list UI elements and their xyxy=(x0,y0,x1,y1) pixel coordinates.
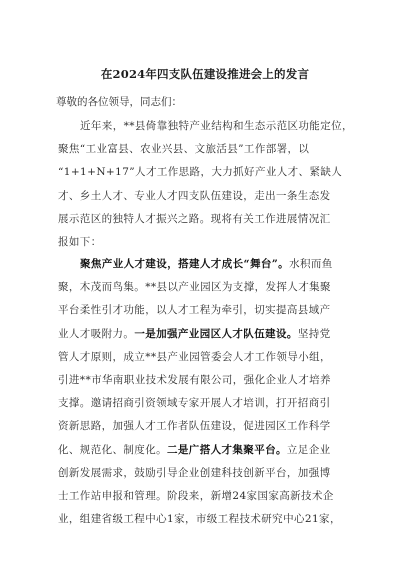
text-line: 支撑。邀请招商引资领域专家开展人才培训，打开招商引 xyxy=(58,397,331,410)
text-line: 引进**市华南职业技术发展有限公司，强化企业人才培养 xyxy=(58,373,331,386)
text-line: 创新发展需求，鼓励引导企业创建科技创新平台，加强博 xyxy=(58,466,331,479)
text-line: “1+1+N+17”人才工作思路，大力抓好产业人才、紧缺人 xyxy=(58,166,343,179)
text-line xyxy=(58,323,356,346)
paragraph-intro xyxy=(58,115,356,254)
text-line xyxy=(58,253,356,276)
text-fragment: 水积而鱼 xyxy=(289,258,333,270)
text-line: 近年来，**县倚靠独特产业结构和生态示范区功能定位， xyxy=(80,120,353,132)
salutation: 尊敬的各位领导，同志们： xyxy=(56,96,182,108)
text-fragment: 立足企业 xyxy=(286,443,331,456)
text-line: 管人才原则，成立**县产业园管委会人才工作领导小组， xyxy=(58,350,331,363)
text-line: 展示范区的独特人才振兴之路。现将有关工作进展情况汇 xyxy=(58,212,331,225)
text-fragment: 坚持党 xyxy=(297,327,331,340)
subheading-one: 一是加强产业园区人才队伍建设。 xyxy=(134,327,298,340)
text-line: 报如下： xyxy=(58,235,102,248)
text-line: 才、乡土人才、专业人才四支队伍建设，走出一条生态发 xyxy=(58,189,331,202)
text-line: 资新思路，加强人才工作者队伍建设，促进园区工作科学 xyxy=(58,420,331,433)
text-line: 士工作站申报和管理。阶段来，新增24家国家高新技术企 xyxy=(58,489,334,502)
text-line xyxy=(58,439,356,462)
section-heading: 聚焦产业人才建设，搭建人才成长“舞台”。 xyxy=(80,258,290,270)
subheading-two: 二是广搭人才集聚平台。 xyxy=(167,443,287,456)
text-line: 聚，木茂而鸟集。**县以产业园区为支撑，发挥人才集聚 xyxy=(58,281,331,294)
page-title: 在2024年四支队伍建设推进会上的发言 xyxy=(100,67,310,81)
text-line: 平台柔性引才功能，以人才工程为牵引，切实提高县域产 xyxy=(58,304,331,317)
text-fragment: 业人才吸附力。 xyxy=(58,327,135,340)
text-line: 聚焦“工业富县、农业兴县、文旅活县”工作部署，以 xyxy=(58,143,310,156)
text-fragment: 化、规范化、制度化。 xyxy=(58,443,167,456)
text-line: 业，组建省级工程中心1家，市级工程技术研究中心21家， xyxy=(58,513,341,526)
paragraph-industry-talent xyxy=(58,253,356,531)
